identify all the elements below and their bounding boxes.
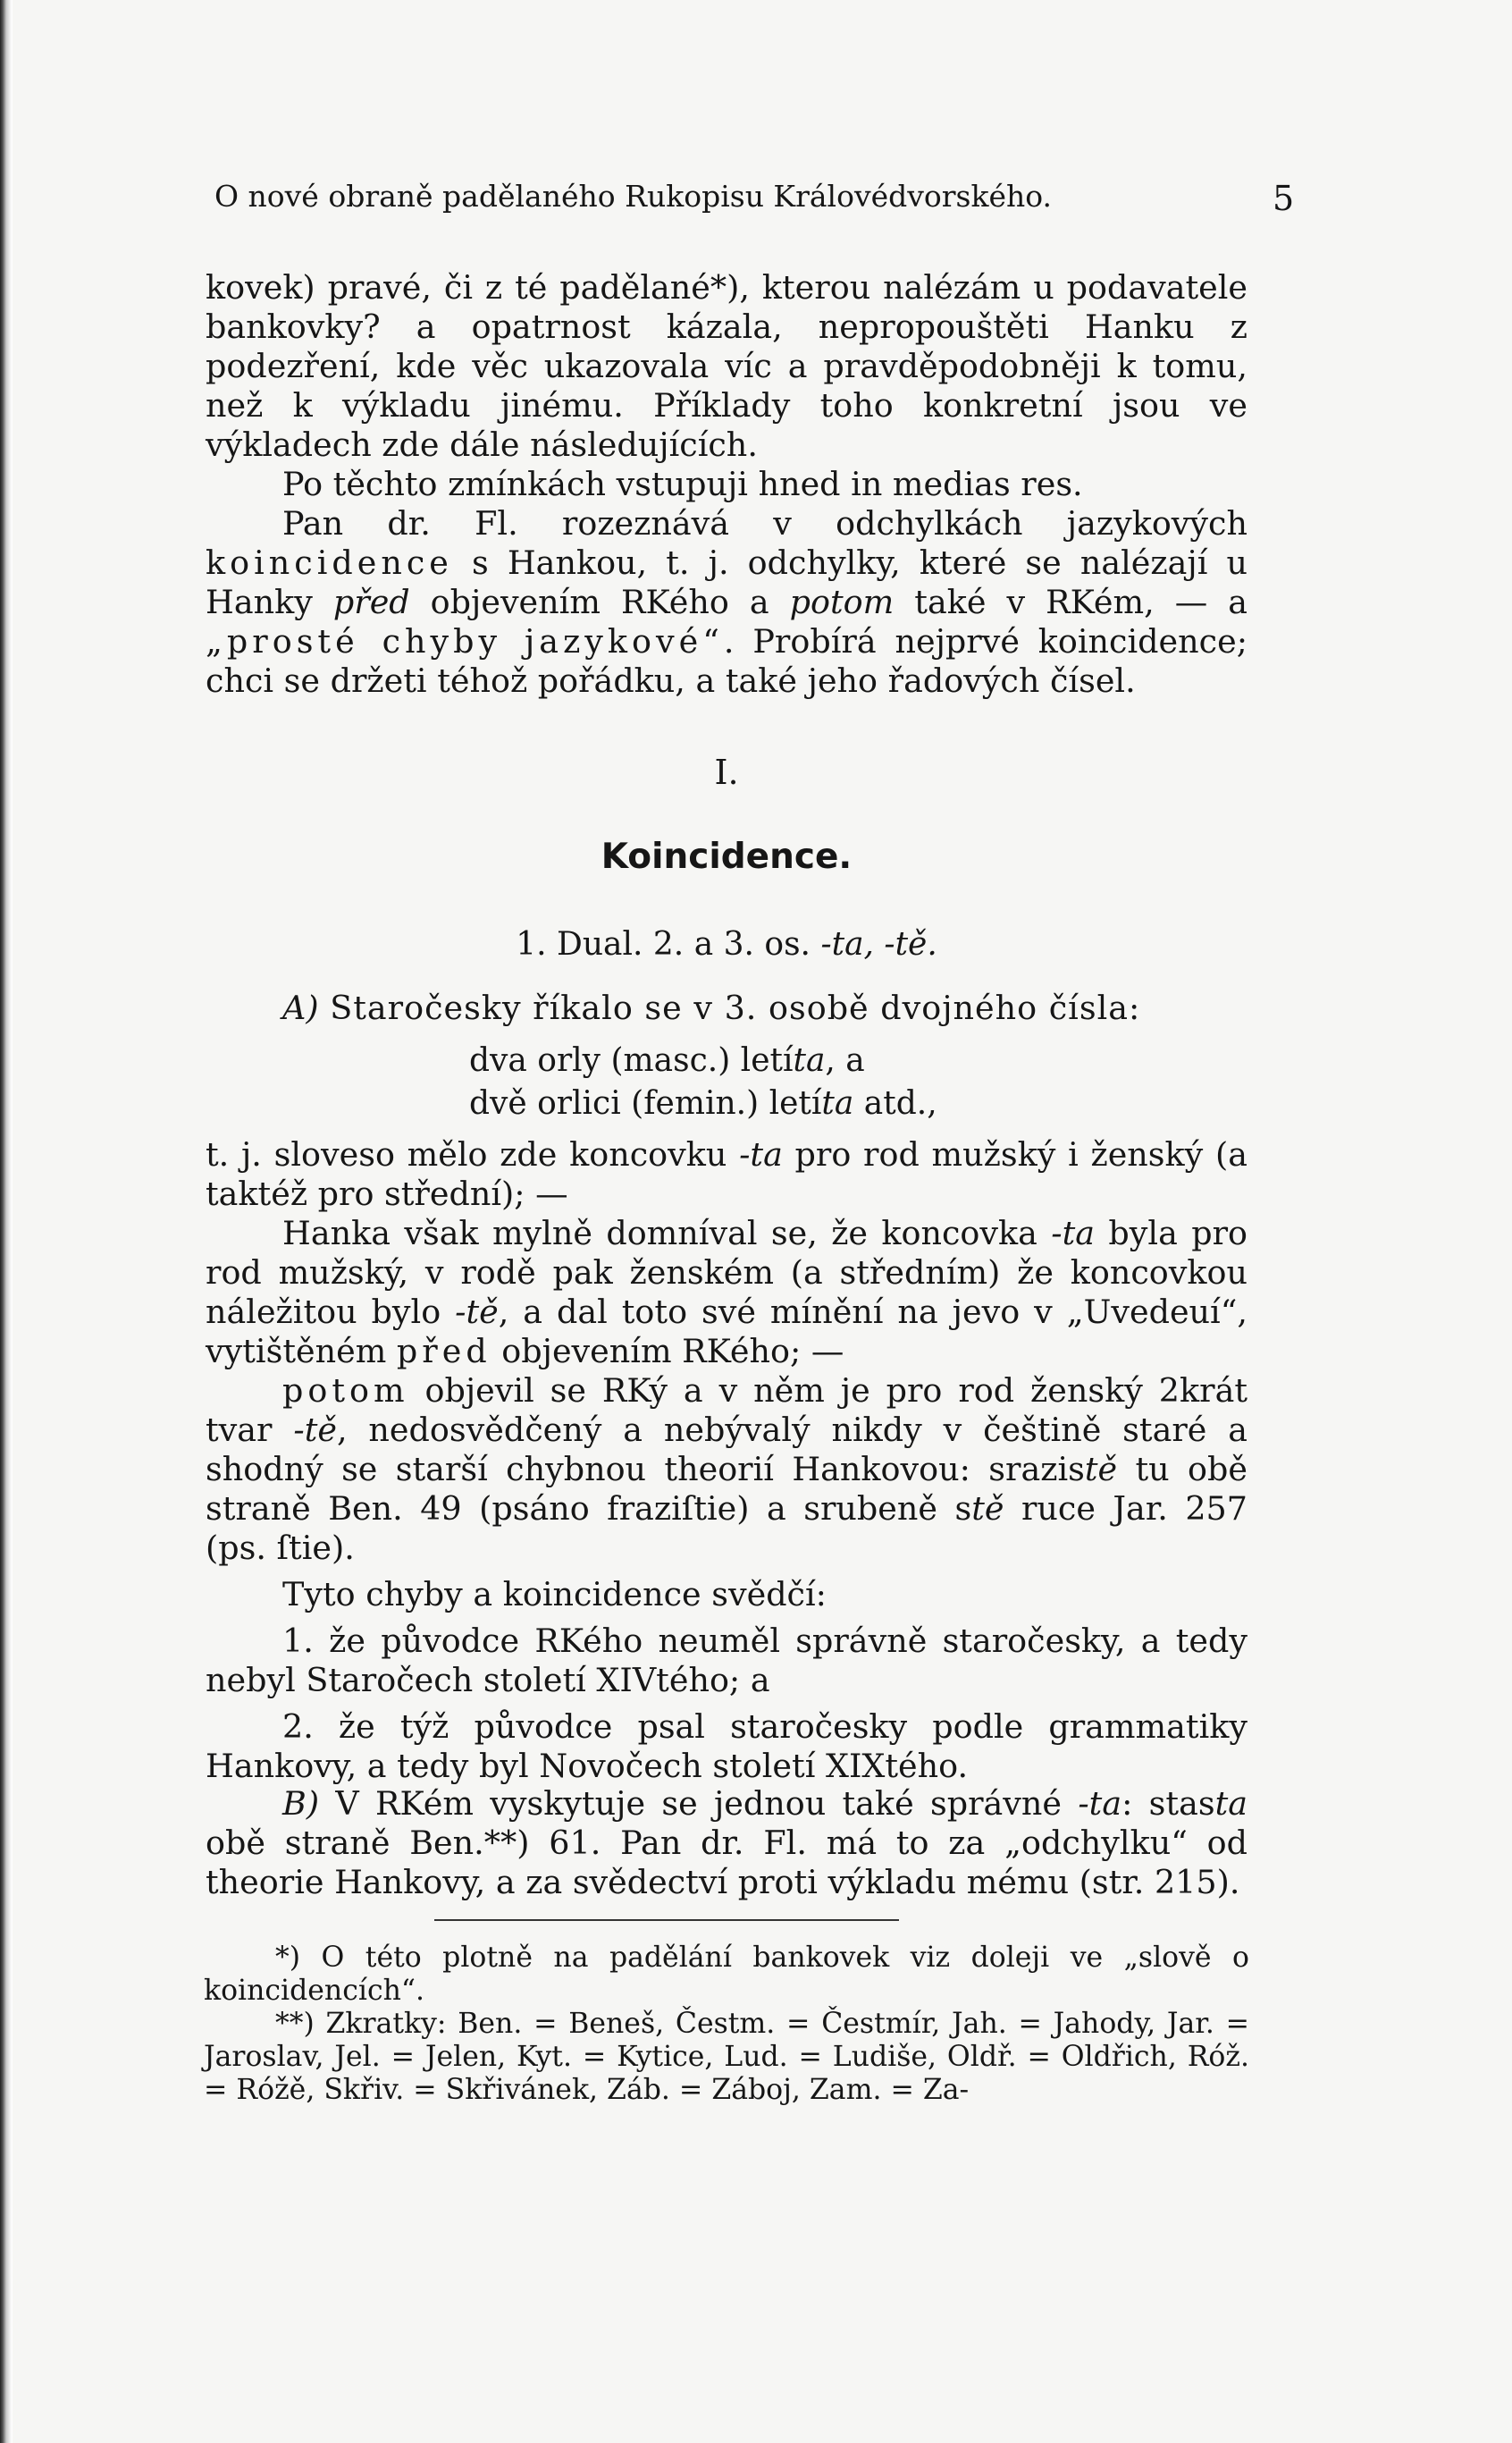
part-a-label: A): [282, 989, 319, 1027]
paragraph-koincidence-intro: Pan dr. Fl. rozeznává v odchylkách jazykových koincidence s Hankou, t. j. odchylky, které se nalézají u Hanky před objevením RKého a potom také v RKém, — a „prosté chyby jazykové“. Probírá nejprvé koincidence; chci se držeti téhož pořádku, a také jeho řadových čísel.: [206, 504, 1247, 700]
paragraph-sloveso: t. j. sloveso mělo zde koncovku -ta pro rod mužský i ženský (a taktéž pro střední); —: [206, 1135, 1247, 1213]
footnote-2: **) Zkratky: Ben. = Beneš, Čestm. = Čestmír, Jah. = Jahody, Jar. = Jaroslav, Jel. = Jelen, Kyt. = Kytice, Lud. = Ludiše, Oldř. = Oldřich, Róž. = Róžě, Skřiv. = Skřivánek, Záb. = Záboj, Zam. = Za-: [204, 2008, 1249, 2106]
running-header: [214, 179, 1295, 218]
part-a-intro-text: Staročesky říkalo se v 3. osobě dvojného čísla:: [318, 989, 1141, 1027]
footnote-1: *) O této plotně na padělání bankovek viz doleji ve „slově o koincidencích“.: [204, 1942, 1249, 2007]
intro-text: [206, 268, 1247, 701]
part-b-label: B): [282, 1784, 320, 1823]
section-number: I.: [714, 753, 739, 792]
footnotes: [204, 1942, 1249, 2107]
subsection-heading: 1. Dual. 2. a 3. os. -ta, -tě.: [516, 926, 937, 963]
paragraph-svedci: Tyto chyby a koincidence svědčí:: [282, 1575, 827, 1613]
section-title: Koincidence.: [601, 837, 853, 877]
example-feminine: dvě orlici (femin.) letíta atd.,: [469, 1085, 937, 1122]
scan-edge: [0, 0, 13, 2443]
spaced-term-proste-chyby: „prosté chyby jazykové“: [206, 622, 724, 661]
spaced-term-koincidence: koincidence: [206, 543, 453, 582]
paragraph-point-1: 1. že původce RKého neuměl správně staročesky, a tedy nebyl Staročech století XIVtého; a: [206, 1622, 1247, 1699]
paragraph-potom: potom objevil se RKý a v něm je pro rod ženský 2krát tvar -tě, nedosvědčený a nebývalý nikdy v češtině staré a shodný se starší chybnou theorií Hankovou: srazistě tu obě straně Ben. 49 (psáno fraziſtie) a srubeně stě ruce Jar. 257 (ps. ſtie).: [206, 1371, 1247, 1567]
part-a-body: [206, 1135, 1247, 1786]
part-a-intro: [206, 989, 1247, 1028]
paragraph-part-b: B) V RKém vyskytuje se jednou také správné -ta: stasta obě straně Ben.**) 61. Pan dr. Fl. má to za „odchylku“ od theorie Hankovy, a za svědectví proti výkladu mému (str. 215).: [206, 1784, 1247, 1901]
footnote-divider: [434, 1919, 899, 1921]
paragraph-point-2: 2. že týž původce psal staročesky podle grammatiky Hankovy, a tedy byl Novočech století XIXtého.: [206, 1707, 1247, 1785]
example-masculine: dva orly (masc.) letíta, a: [469, 1042, 865, 1079]
emphasis-potom: potom: [789, 583, 895, 621]
emphasis-pred: před: [332, 583, 410, 621]
part-b: [206, 1784, 1247, 1902]
paragraph-continuation: kovek) pravé, či z té padělané*), kterou nalézám u podavatele bankovky? a opatrnost kázala, nepropouštěti Hanku z podezření, kde věc ukazovala víc a pravděpodobněji k tomu, než k výkladu jinému. Příklady toho konkretní jsou ve výkladech zde dále následujících.: [206, 268, 1247, 464]
running-title: O nové obraně padělaného Rukopisu Královédvorského.: [214, 179, 1053, 214]
page-number: 5: [1273, 179, 1295, 218]
subsection-forms: -ta, -tě.: [820, 926, 937, 963]
paragraph-medias-res: Po těchto zmínkách vstupuji hned in medias res.: [282, 465, 1083, 503]
paragraph-hanka: Hanka však mylně domníval se, že koncovka -ta byla pro rod mužský, v rodě pak ženském (a středním) že koncovkou náležitou bylo -tě, a dal toto své mínění na jevo v „Uvedeuí“, vytištěném před objevením RKého; —: [206, 1214, 1247, 1370]
